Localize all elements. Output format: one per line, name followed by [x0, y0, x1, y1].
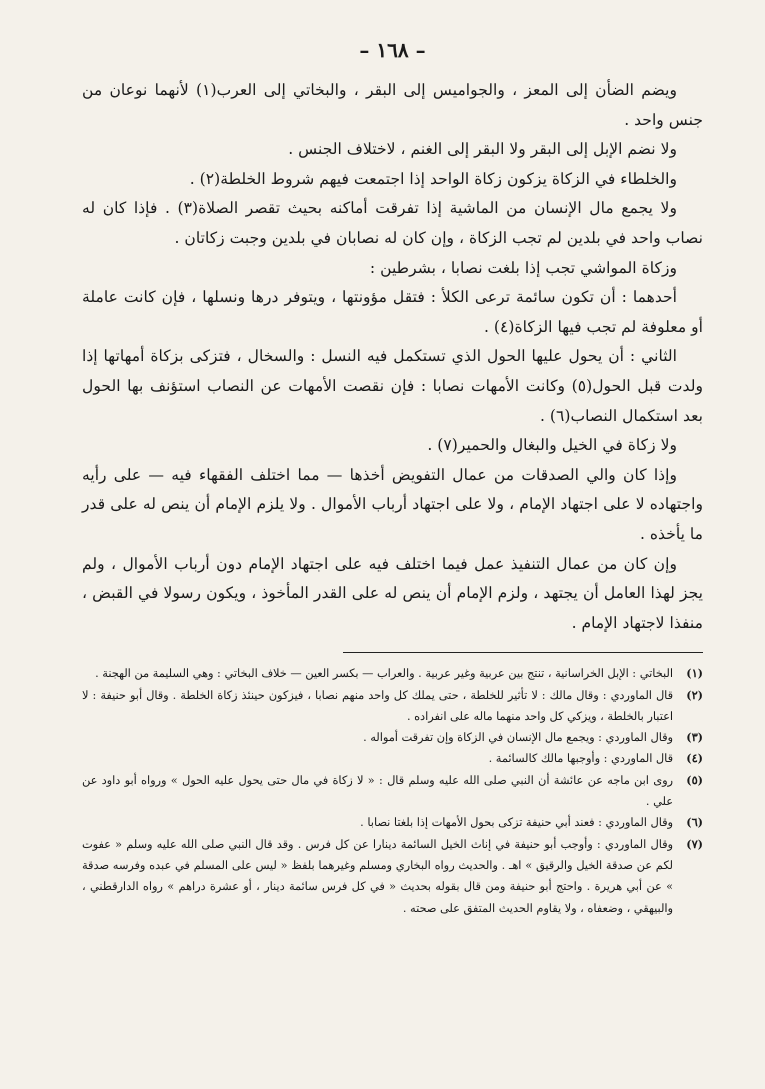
footnote — [82, 834, 703, 919]
footnote-number: (٢) — [686, 687, 703, 702]
footnote-text: قال الماوردي : وقال مالك : لا تأثير للخلطة ، حتى يملك كل واحد منهم نصابا ، فيزكون حينئذ زكاة الخلطة . وقال أبو حنيفة : لا اعتبار بالخلطة ، ويزكي كل واحد منهما ماله على انفراده . — [82, 688, 673, 723]
footnote — [82, 770, 703, 813]
footnote — [82, 727, 703, 748]
page-number: – ١٦٨ – — [359, 38, 426, 62]
footnote-divider — [343, 652, 703, 653]
footnote — [82, 663, 703, 684]
footnote-text: وقال الماوردي : فعند أبي حنيفة تزكى بحول الأمهات إذا بلغتا نصابا . — [360, 816, 673, 830]
footnote-text: وقال الماوردي : ويجمع مال الإنسان في الزكاة وإن تفرقت أمواله . — [363, 731, 673, 745]
paragraph: وإذا كان والي الصدقات من عمال التفويض أخذها — مما اختلف الفقهاء فيه — على رأيه واجتهاده لا على اجتهاد الإمام ، ولا على اجتهاد أرباب الأموال . ولا يلزم الإمام أن ينص له على قدر ما يأخذه . — [82, 465, 703, 543]
paragraph: والخلطاء في الزكاة يزكون زكاة الواحد إذا اجتمعت فيهم شروط الخلطة(٢) . — [189, 169, 677, 188]
footnote-number: (١) — [686, 666, 703, 681]
footnote-text: روى ابن ماجه عن عائشة أن النبي صلى الله عليه وسلم قال : « لا زكاة في مال حتى يحول عليه الحول » ورواه أبو داود عن علي . — [82, 773, 673, 809]
paragraph: وإن كان من عمال التنفيذ عمل فيما اختلف فيه على اجتهاد الإمام دون أرباب الأموال ، ولم يجز لهذا العامل أن يجتهد ، ولزم الإمام أن ينص له على القدر المأخوذ ، ويكون رسولا في القبض ، منفذا لاجتهاد الإمام . — [82, 554, 703, 632]
paragraph: ويضم الضأن إلى المعز ، والجواميس إلى البقر ، والبخاتي إلى العرب(١) لأنهما نوعان من جنس واحد . — [82, 81, 703, 129]
footnote-number: (٤) — [686, 751, 703, 766]
paragraph: ولا زكاة في الخيل والبغال والحمير(٧) . — [427, 436, 677, 455]
paragraph: أحدهما : أن تكون سائمة ترعى الكلأ : فتقل مؤونتها ، ويتوفر درها ونسلها ، فإن كانت عاملة أو معلوفة لم تجب فيها الزكاة(٤) . — [82, 288, 703, 336]
footnote — [82, 748, 703, 769]
footnote — [82, 812, 703, 833]
main-text — [82, 76, 703, 638]
footnotes — [82, 663, 703, 919]
paragraph: الثاني : أن يحول عليها الحول الذي تستكمل فيه النسل : والسخال ، فتزكى بزكاة أمهاتها إذا ولدت قبل الحول(٥) وكانت الأمهات نصابا : فإن نقصت الأمهات عن النصاب استؤنف بها الحول بعد استكمال النصاب(٦) . — [82, 347, 703, 425]
footnote — [82, 685, 703, 728]
footnote-number: (٧) — [686, 836, 703, 851]
paragraph: ولا نضم الإبل إلى البقر ولا البقر إلى الغنم ، لاختلاف الجنس . — [288, 140, 677, 159]
footnote-text: وقال الماوردي : وأوجب أبو حنيفة في إناث الخيل السائمة دينارا عن كل فرس . وقد قال النبي صلى الله عليه وسلم « عفوت لكم عن صدقة الخيل والرقيق » اهـ . والحديث رواه البخاري ومسلم وغيرهما بلفظ « ليس على المسلم في عبده وفرسه صدقة » عن أبي هريرة . واحتج أبو حنيفة ومن قال بقوله بحديث « في كل فرس سائمة دينار ، أو عشرة دراهم » رواه الدارقطني ، والبيهقي ، وضعفاه ، ولا يقاوم الحديث المتفق على صحته . — [82, 837, 673, 915]
paragraph: وزكاة المواشي تجب إذا بلغت نصابا ، بشرطين : — [369, 258, 677, 277]
footnote-number: (٦) — [686, 815, 703, 830]
footnote-text: البخاتي : الإبل الخراسانية ، تنتج بين عربية وغير عربية . والعراب — بكسر العين — خلاف البخاتي : وهي السليمة من الهجنة . — [95, 667, 673, 681]
footnote-text: قال الماوردي : وأوجبها مالك كالسائمة . — [488, 752, 673, 766]
footnote-number: (٣) — [686, 730, 703, 745]
footnote-number: (٥) — [686, 772, 703, 787]
paragraph: ولا يجمع مال الإنسان من الماشية إذا تفرقت أماكنه بحيث تقصر الصلاة(٣) . فإذا كان له نصاب واحد في بلدين لم تجب الزكاة ، وإن كان له نصابان في بلدين وجبت زكاتان . — [82, 199, 703, 247]
